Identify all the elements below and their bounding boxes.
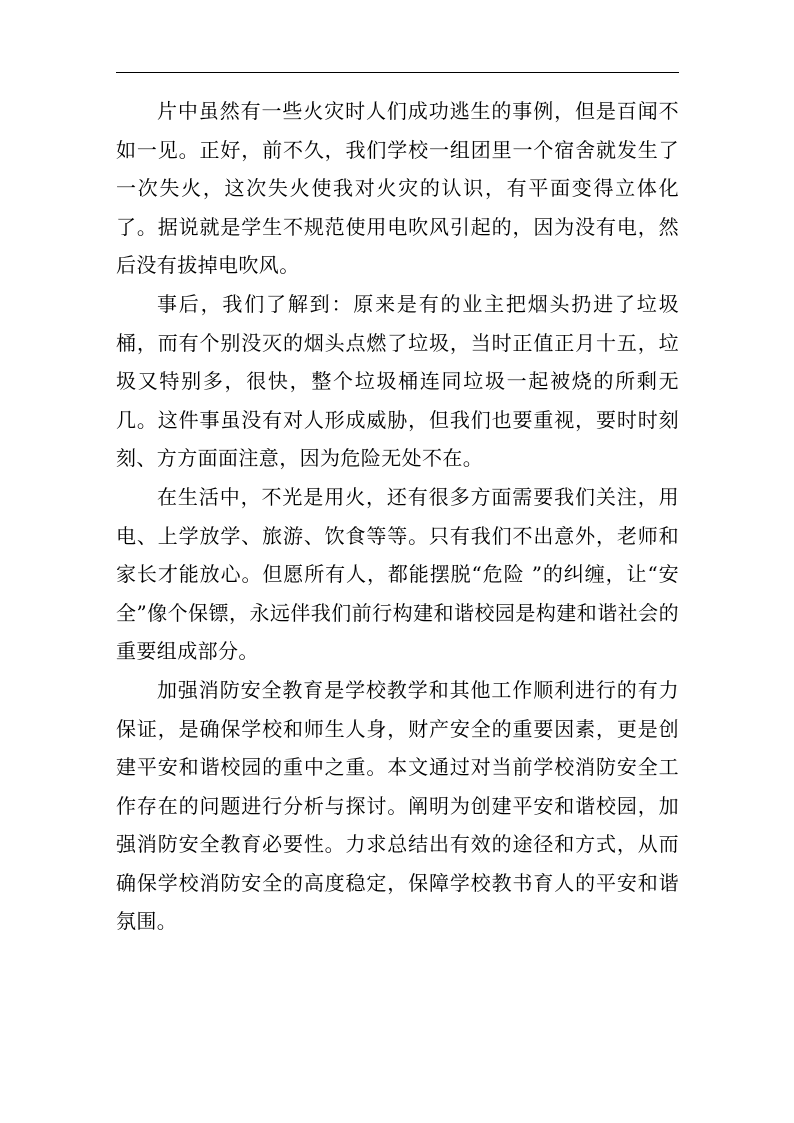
paragraph-1: 片中虽然有一些火灾时人们成功逃生的事例，但是百闻不如一见。正好，前不久，我们学校一组团里一个宿舍就发生了一次失火，这次失火使我对火灾的认识，有平面变得立体化了。据说就是学生不规范使用电吹风引起的，因为没有电，然后没有拔掉电吹风。 [116, 99, 679, 278]
paragraph-2: 事后，我们了解到：原来是有的业主把烟头扔进了垃圾桶，而有个别没灭的烟头点燃了垃圾，当时正值正月十五，垃圾又特别多，很快，整个垃圾桶连同垃圾一起被烧的所剩无几。这件事虽没有对人形成威胁，但我们也要重视，要时时刻刻、方方面面注意，因为危险无处不在。 [116, 291, 679, 471]
paragraph-3: 在生活中，不光是用火，还有很多方面需要我们关注，用电、上学放学、旅游、饮食等等。只有我们不出意外，老师和家长才能放心。但愿所有人，都能摆脱“危险 ”的纠缠，让“安全”像个保镖，永远伴我们前行构建和谐校园是构建和谐社会的重要组成部分。 [116, 484, 679, 664]
header-rule [116, 72, 679, 73]
paragraph-4: 加强消防安全教育是学校教学和其他工作顺利进行的有力保证，是确保学校和师生人身，财产安全的重要因素，更是创建平安和谐校园的重中之重。本文通过对当前学校消防安全工作存在的问题进行分析与探讨。阐明为创建平安和谐校园，加强消防安全教育必要性。力求总结出有效的途径和方式，从而确保学校消防安全的高度稳定，保障学校教书育人的平安和谐氛围。 [116, 677, 679, 934]
body-text [116, 92, 679, 941]
